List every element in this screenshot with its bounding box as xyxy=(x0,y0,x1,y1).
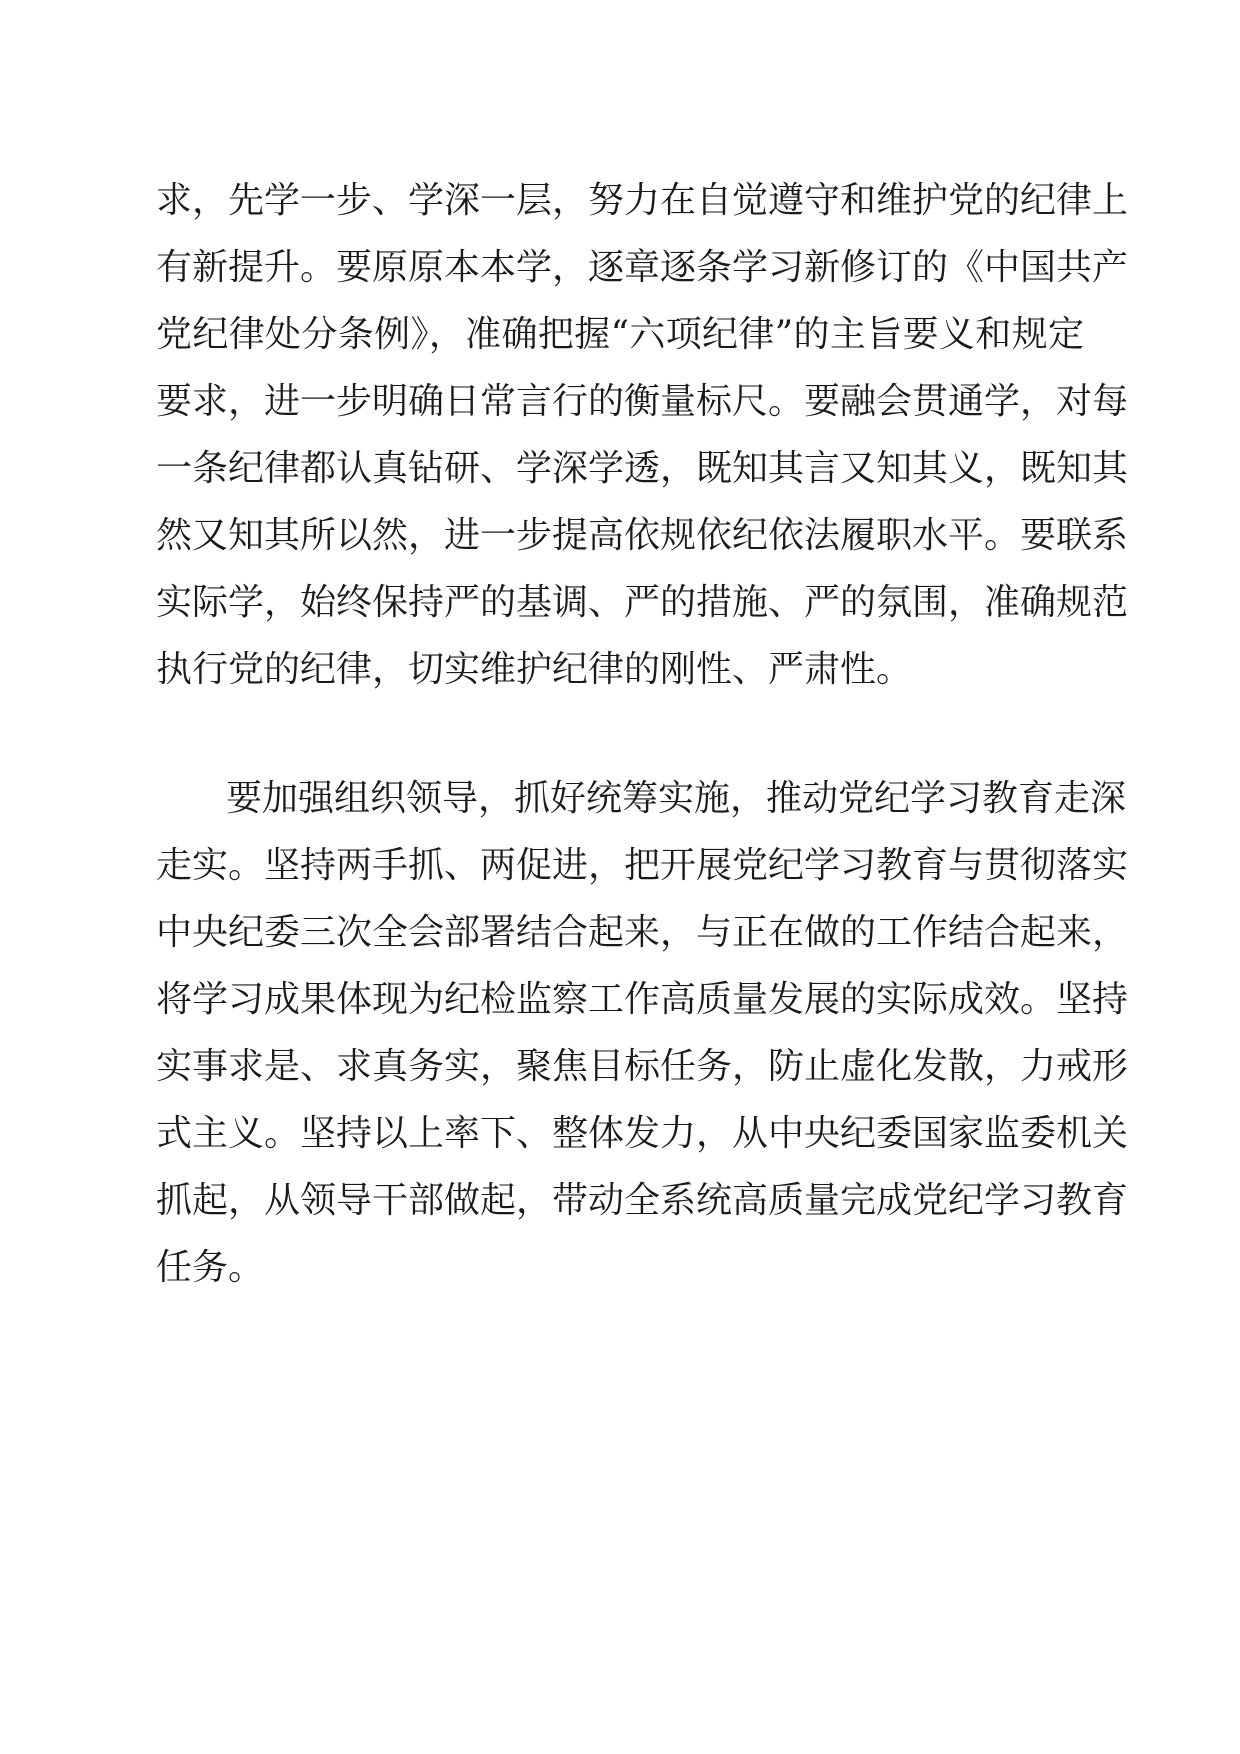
paragraph-line: 中央纪委三次全会部署结合起来，与正在做的工作结合起来， xyxy=(156,912,1129,953)
paragraph-line: 实际学，始终保持严的基调、严的措施、严的氛围，准确规范 xyxy=(156,582,1129,623)
paragraph-line: 要求，进一步明确日常言行的衡量标尺。要融会贯通学，对每 xyxy=(156,381,1129,422)
paragraph-line: 要加强组织领导，抓好统筹实施，推动党纪学习教育走深 xyxy=(226,778,1127,819)
paragraph-line: 将学习成果体现为纪检监察工作高质量发展的实际成效。坚持 xyxy=(156,979,1129,1020)
paragraph-line: 式主义。坚持以上率下、整体发力，从中央纪委国家监委机关 xyxy=(156,1113,1129,1154)
paragraph-line: 有新提升。要原原本本学，逐章逐条学习新修订的《中国共产 xyxy=(156,247,1129,288)
paragraph-line: 实事求是、求真务实，聚焦目标任务，防止虚化发散，力戒形 xyxy=(156,1046,1129,1087)
paragraph-line: 任务。 xyxy=(156,1247,265,1288)
paragraph-line: 一条纪律都认真钻研、学深学透，既知其言又知其义，既知其 xyxy=(156,448,1129,489)
paragraph-line: 抓起，从领导干部做起，带动全系统高质量完成党纪学习教育 xyxy=(156,1180,1129,1221)
paragraph-line: 然又知其所以然，进一步提高依规依纪依法履职水平。要联系 xyxy=(156,515,1129,556)
paragraph-line: 执行党的纪律，切实维护纪律的刚性、严肃性。 xyxy=(156,649,913,690)
paragraph-line: 求，先学一步、学深一层，努力在自觉遵守和维护党的纪律上 xyxy=(156,180,1129,221)
paragraph-line: 走实。坚持两手抓、两促进，把开展党纪学习教育与贯彻落实 xyxy=(156,845,1129,886)
paragraph-line: 党纪律处分条例》，准确把握“六项纪律”的主旨要义和规定 xyxy=(156,314,1084,355)
